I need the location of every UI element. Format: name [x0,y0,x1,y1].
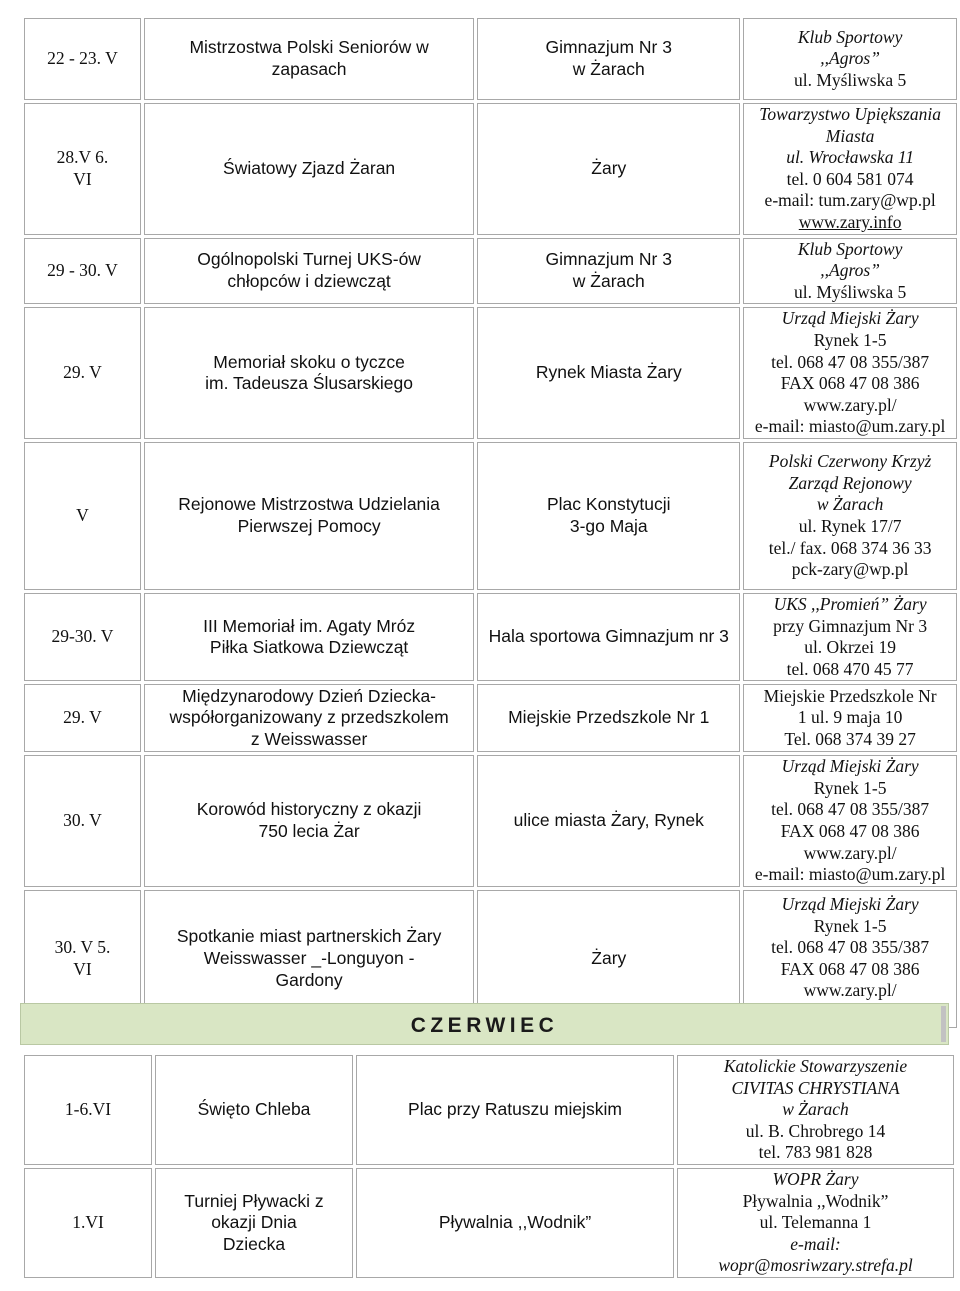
contact-line: www.zary.pl/ [803,394,897,415]
schedule-row [24,18,957,100]
place-line: Plac przy Ratuszu miejskim [408,1099,622,1120]
contact-line: WOPR Żary [772,1169,859,1190]
date-line: 28.V 6. [56,147,109,168]
contact-line: w Żarach [816,494,884,515]
place-cell [477,593,740,681]
event-cell [155,1168,353,1278]
event-line: III Memoriał im. Agaty Mróz [203,615,416,636]
event-line: Spotkanie miast partnerskich Żary [176,926,442,947]
date-cell [24,442,141,590]
place-cell [477,238,740,305]
contact-cell [743,18,957,100]
contact-line: Klub Sportowy [797,26,903,47]
contact-line: tel. 068 47 08 355/387 [771,937,930,958]
date-cell [24,1168,152,1278]
contact-line: Urząd Miejski Żary [781,894,919,915]
contact-line: Urząd Miejski Żary [781,308,919,329]
contact-line: Pływalnia ,,Wodnik” [742,1190,889,1211]
event-cell [144,238,474,305]
date-line: VI [73,168,92,189]
contact-line: ul. Rynek 17/7 [798,515,902,536]
schedule-row [24,307,957,439]
event-cell [144,307,474,439]
place-cell [477,103,740,235]
contact-cell [677,1168,954,1278]
schedule-row [24,238,957,305]
contact-line: ul. Wrocławska 11 [786,147,915,168]
event-line: Weisswasser _-Longuyon - [203,948,415,969]
place-line: Gimnazjum Nr 3 [545,249,672,270]
event-cell [144,18,474,100]
event-line: Światowy Zjazd Żaran [223,157,396,178]
contact-line: Polski Czerwony Krzyż [768,451,932,472]
place-line: Pływalnia ,,Wodnik” [438,1212,592,1233]
event-line: 750 lecia Żar [258,821,360,842]
contact-line: tel. 783 981 828 [758,1142,873,1163]
event-line: Dziecka [222,1233,286,1254]
contact-line: ul. B. Chrobrego 14 [745,1120,886,1141]
date-line: 29 - 30. V [47,260,118,281]
contact-line: www.zary.pl/ [803,842,897,863]
place-cell [477,755,740,887]
event-cell [144,684,474,752]
date-cell [24,18,141,100]
contact-line: www.zary.pl/ [803,980,897,1001]
contact-line: ,,Agros” [820,48,880,69]
date-line: 22 - 23. V [47,48,118,69]
month-header-bar [20,1003,949,1045]
contact-line: tel. 068 470 45 77 [786,658,914,679]
event-line: Mistrzostwa Polski Seniorów w [189,37,429,58]
schedule-row [24,442,957,590]
contact-line: FAX 068 47 08 386 [780,821,920,842]
event-line: Gardony [275,969,343,990]
schedule-row [24,1168,954,1278]
contact-line: ,,Agros” [820,260,880,281]
event-line: chłopców i dziewcząt [227,270,391,291]
date-line: 29. V [63,707,102,728]
date-cell [24,684,141,752]
date-line: 1-6.VI [64,1099,112,1120]
date-line: VI [73,958,92,979]
event-line: z Weisswasser [250,729,368,750]
contact-line: tel. 068 47 08 355/387 [771,351,930,372]
june-schedule-table [21,1052,957,1281]
contact-line: e-mail: miasto@um.zary.pl [754,416,946,437]
event-cell [144,593,474,681]
contact-line: Towarzystwo Upiększania [759,104,941,124]
date-line: 29. V [63,362,102,383]
place-line: ulice miasta Żary, Rynek [513,810,704,831]
contact-line: w Żarach [782,1099,849,1120]
contact-line: przy Gimnazjum Nr 3 [773,615,928,636]
contact-line: FAX 068 47 08 386 [780,373,920,394]
schedule-row [24,755,957,887]
date-line: 30. V 5. [54,937,111,958]
contact-line: tel. 068 47 08 355/387 [771,799,930,820]
date-cell [24,103,141,235]
event-cell [155,1055,353,1165]
place-cell [356,1168,674,1278]
contact-cell [743,103,957,235]
contact-line: e-mail: miasto@um.zary.pl [754,864,946,885]
place-line: Miejskie Przedszkole Nr 1 [508,707,710,728]
event-line: zapasach [271,59,347,79]
event-cell [144,103,474,235]
month-title: CZERWIEC [410,1014,559,1037]
contact-cell [743,238,957,305]
place-line: Plac Konstytucji [547,494,671,515]
contact-line: FAX 068 47 08 386 [780,958,920,979]
contact-line: e-mail: [790,1233,841,1254]
contact-line: Rynek 1-5 [813,777,887,798]
contact-line: Klub Sportowy [797,238,903,259]
contact-line: wopr@mosriwzary.strefa.pl [718,1255,913,1276]
contact-line: pck-zary@wp.pl [791,559,909,580]
date-cell [24,238,141,305]
contact-line: Urząd Miejski Żary [781,756,919,777]
contact-line: e-mail: tum.zary@wp.pl [764,190,936,211]
event-line: Międzynarodowy Dzień Dziecka- [182,685,437,706]
contact-line: tel./ fax. 068 374 36 33 [768,537,932,558]
contact-line: Rynek 1-5 [813,329,887,350]
place-line: Gimnazjum Nr 3 [545,37,672,58]
contact-line: UKS ,,Promień” Żary [773,593,927,614]
place-line: Hala sportowa Gimnazjum nr 3 [488,626,729,647]
contact-cell [743,593,957,681]
place-cell [477,18,740,100]
schedule-row [24,593,957,681]
month-bar-edge [941,1006,946,1042]
date-cell [24,593,141,681]
event-line: im. Tadeusza Ślusarskiego [205,373,414,394]
may-schedule-table [21,15,960,1031]
contact-line: www.zary.info [798,211,902,232]
event-line: Święto Chleba [197,1099,311,1120]
contact-line: Miasta [825,125,875,146]
contact-line: Tel. 068 374 39 27 [784,729,916,750]
event-line: Pierwszej Pomocy [237,515,381,536]
place-cell [356,1055,674,1165]
june-schedule-body [24,1055,954,1278]
contact-cell [743,684,957,752]
date-cell [24,1055,152,1165]
place-line: w Żarach [572,270,645,291]
date-line: 30. V [63,810,102,831]
place-line: Żary [591,948,627,969]
date-line: 1.VI [72,1212,104,1233]
contact-line: Zarząd Rejonowy [788,472,912,493]
event-line: Memoriał skoku o tyczce [213,351,405,372]
schedule-row [24,684,957,752]
place-cell [477,307,740,439]
date-line: V [76,505,89,526]
place-line: Żary [591,157,627,178]
event-line: Piłka Siatkowa Dziewcząt [209,637,409,658]
place-cell [477,442,740,590]
event-line: Ogólnopolski Turnej UKS-ów [197,249,421,270]
contact-line: Miejskie Przedszkole Nr [763,685,937,706]
place-cell [477,684,740,752]
contact-line: tel. 0 604 581 074 [786,168,914,189]
contact-line: ul. Myśliwska 5 [793,69,907,90]
event-line: Rejonowe Mistrzostwa Udzielania [178,494,440,515]
place-line: Rynek Miasta Żary [535,362,682,383]
contact-line: Rynek 1-5 [813,915,887,936]
schedule-row [24,1055,954,1165]
contact-cell [677,1055,954,1165]
event-cell [144,442,474,590]
schedule-row [24,103,957,235]
contact-line: ul. Telemanna 1 [759,1212,872,1233]
place-line: w Żarach [572,59,645,79]
contact-line: ul. Okrzei 19 [804,637,897,658]
contact-line: ul. Myśliwska 5 [793,281,907,302]
event-line: współorganizowany z przedszkolem [169,707,449,728]
contact-line: CIVITAS CHRYSTIANA [731,1077,900,1098]
contact-cell [743,307,957,439]
event-line: Turniej Pływacki z okazji Dnia [184,1190,324,1233]
contact-cell [743,442,957,590]
may-schedule-body [24,18,957,1028]
event-line: Korowód historyczny z okazji [196,799,422,820]
date-cell [24,755,141,887]
contact-cell [743,755,957,887]
contact-line: 1 ul. 9 maja 10 [797,707,903,728]
date-cell [24,307,141,439]
contact-line: Katolickie Stowarzyszenie [723,1056,908,1077]
event-cell [144,755,474,887]
place-line: 3-go Maja [569,515,648,536]
date-line: 29-30. V [51,626,114,647]
